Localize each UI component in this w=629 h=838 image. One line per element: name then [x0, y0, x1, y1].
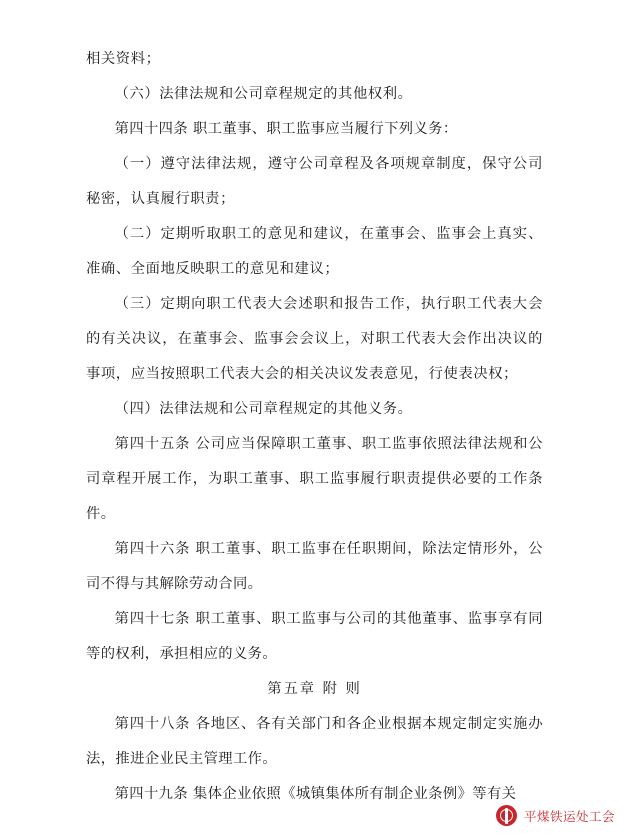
- paragraph-item-6: （六）法律法规和公司章程规定的其他权利。: [114, 86, 413, 102]
- watermark-badge: [496, 805, 615, 826]
- paragraph-item-2: （二）定期听取职工的意见和建议，在董事会、监事会上真实、准确、全面地反映职工的意见和建议；: [86, 226, 543, 277]
- paragraph-related-materials: 相关资料；: [86, 51, 161, 67]
- paragraph-item-3: （三）定期向职工代表大会述职和报告工作，执行职工代表大会的有关决议，在董事会、监事会会议上，对职工代表大会作出决议的事项，应当按照职工代表大会的相关决议发表意见，行使表决权；: [86, 296, 543, 382]
- paragraph-article-44: 第四十四条 职工董事、职工监事应当履行下列义务：: [114, 121, 458, 137]
- document-body: [86, 42, 543, 812]
- paragraph-article-46: 第四十六条 职工董事、职工监事在任职期间，除法定情形外，公司不得与其解除劳动合同。: [86, 541, 543, 592]
- watermark-label: 平煤铁运处工会: [523, 808, 615, 824]
- paragraph-article-48: 第四十八条 各地区、各有关部门和各企业根据本规定制定实施办法，推进企业民主管理工作。: [86, 716, 543, 767]
- chapter-heading-5: 第五章 附 则: [267, 681, 362, 697]
- paragraph-article-45: 第四十五条 公司应当保障职工董事、职工监事依照法律法规和公司章程开展工作，为职工董事、职工监事履行职责提供必要的工作条件。: [86, 436, 543, 522]
- paragraph-article-47: 第四十七条 职工董事、职工监事与公司的其他董事、监事享有同等的权利，承担相应的义务。: [86, 611, 543, 662]
- paragraph-item-1: （一）遵守法律法规，遵守公司章程及各项规章制度，保守公司秘密，认真履行职责；: [86, 156, 543, 207]
- paragraph-item-4: （四）法律法规和公司章程规定的其他义务。: [114, 401, 413, 417]
- union-logo-icon: [496, 805, 517, 826]
- paragraph-article-49: 第四十九条 集体企业依照《城镇集体所有制企业条例》等有关: [114, 786, 517, 802]
